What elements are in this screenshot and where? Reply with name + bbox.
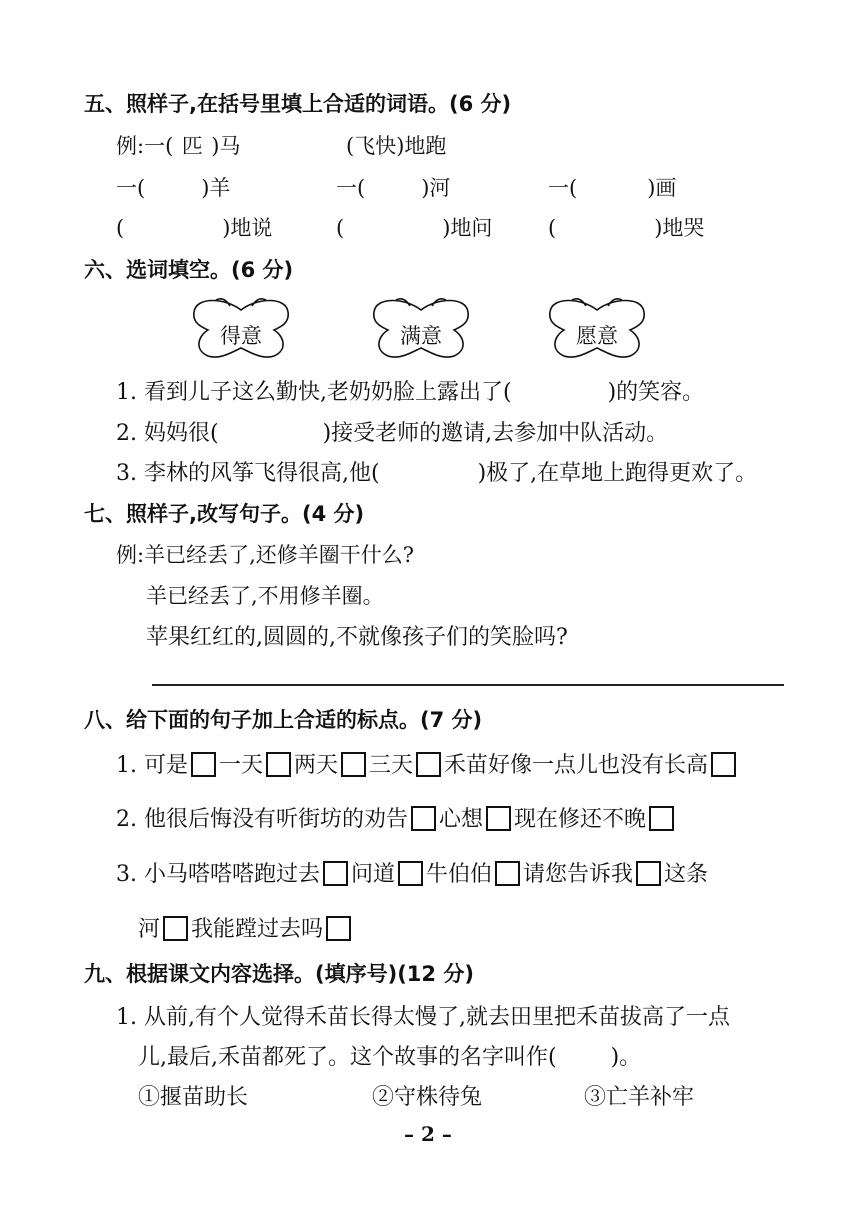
question-text: 牛伯伯 [426,862,493,887]
question-text: )的笑容。 [607,380,705,405]
section9-question-line1: 1. 从前,有个人觉得禾苗长得太慢了,就去田里把禾苗拔高了一点 [116,1005,730,1030]
word-option: 愿意 [576,324,618,348]
question-text: 3. 小马嗒嗒嗒跑过去 [116,862,320,887]
section7-question: 苹果红红的,圆圆的,不就像孩子们的笑脸吗? [146,625,568,650]
page-number: – 2 – [404,1122,452,1146]
punctuation-box[interactable] [163,916,188,941]
word-card-2 [366,294,476,364]
fill-item[interactable] [548,212,704,242]
punctuation-box[interactable] [398,861,423,886]
punctuation-box[interactable] [191,752,216,777]
section9-question-line2[interactable] [138,1040,641,1071]
question-text: 儿,最后,禾苗都死了。这个故事的名字叫作( [138,1045,557,1070]
section6-question-2[interactable] [116,416,668,447]
section9-heading: 九、根据课文内容选择。(填序号)(12 分) [84,962,474,986]
punctuation-box[interactable] [341,752,366,777]
punctuation-box[interactable] [326,916,351,941]
option-2[interactable]: ②守株待兔 [372,1085,483,1110]
fill-open: ( [336,216,345,240]
question-text: 这条 [664,862,709,887]
section5-example-2 [346,130,446,160]
question-text: 2. 妈妈很( [116,421,219,446]
word-card-1 [186,294,296,364]
punctuation-box[interactable] [266,752,291,777]
example-answer: 飞快 [354,134,397,158]
fill-open: ( [116,216,125,240]
word-option: 满意 [400,324,442,348]
section5-heading: 五、照样子,在括号里填上合适的词语。(6 分) [84,92,512,116]
example-open: ( [346,134,355,158]
question-text: )。 [610,1045,642,1070]
fill-close: )河 [421,176,451,200]
section5-example [116,130,240,160]
fill-close: )羊 [201,176,231,200]
fill-item[interactable] [116,212,272,242]
section8-question-3-continued [138,912,354,943]
example-answer: 匹 [181,134,203,158]
example-suffix: )地跑 [396,134,447,158]
question-text: 一天 [218,753,263,778]
section7-heading: 七、照样子,改写句子。(4 分) [84,502,365,526]
section6-question-3[interactable] [116,456,757,487]
question-text: 1. 看到儿子这么勤快,老奶奶脸上露出了( [116,380,512,405]
question-text: 3. 李林的风筝飞得很高,他( [116,461,380,486]
section6-heading: 六、选词填空。(6 分) [84,258,294,282]
punctuation-box[interactable] [486,806,511,831]
section8-question-2 [116,802,677,833]
option-3[interactable]: ③亡羊补牢 [584,1085,695,1110]
fill-close: )地问 [442,216,493,240]
question-text: 禾苗好像一点儿也没有长高 [444,753,709,778]
question-text: 三天 [369,753,414,778]
fill-close: )地哭 [654,216,705,240]
fill-item[interactable] [548,172,676,202]
fill-open: ( [548,216,557,240]
punctuation-box[interactable] [495,861,520,886]
fill-close: )地说 [222,216,273,240]
question-text: )极了,在草地上跑得更欢了。 [477,461,758,486]
word-card-3 [542,294,652,364]
question-text: 问道 [350,862,395,887]
section8-heading: 八、给下面的句子加上合适的标点。(7 分) [84,708,483,732]
punctuation-box[interactable] [649,806,674,831]
question-text: 两天 [294,753,339,778]
punctuation-box[interactable] [411,806,436,831]
punctuation-box[interactable] [636,861,661,886]
section7-example-line1: 例:羊已经丢了,还修羊圈干什么? [116,543,415,567]
question-text: 2. 他很后悔没有听街坊的劝告 [116,807,408,832]
punctuation-box[interactable] [711,752,736,777]
question-text: 1. 可是 [116,753,188,778]
example-prefix: 例:一( [116,134,174,158]
fill-open: 一( [116,176,146,200]
fill-open: 一( [336,176,366,200]
fill-item[interactable] [116,172,230,202]
question-text: 我能蹚过去吗 [191,917,324,942]
fill-item[interactable] [336,212,492,242]
option-1[interactable]: ①揠苗助长 [138,1085,249,1110]
fill-item[interactable] [336,172,450,202]
question-text: 河 [138,917,161,942]
question-text: )接受老师的邀请,去参加中队活动。 [322,421,669,446]
fill-open: 一( [548,176,578,200]
question-text: 心想 [438,807,483,832]
example-suffix: )马 [211,134,241,158]
section8-question-1 [116,748,739,779]
question-text: 请您告诉我 [523,862,634,887]
section8-question-3 [116,857,708,888]
section6-question-1[interactable] [116,375,704,406]
fill-close: )画 [647,176,677,200]
section7-example-line2: 羊已经丢了,不用修羊圈。 [146,584,384,608]
punctuation-box[interactable] [323,861,348,886]
word-option: 得意 [220,324,262,348]
punctuation-box[interactable] [416,752,441,777]
question-text: 现在修还不晚 [514,807,647,832]
answer-line[interactable] [152,684,784,686]
